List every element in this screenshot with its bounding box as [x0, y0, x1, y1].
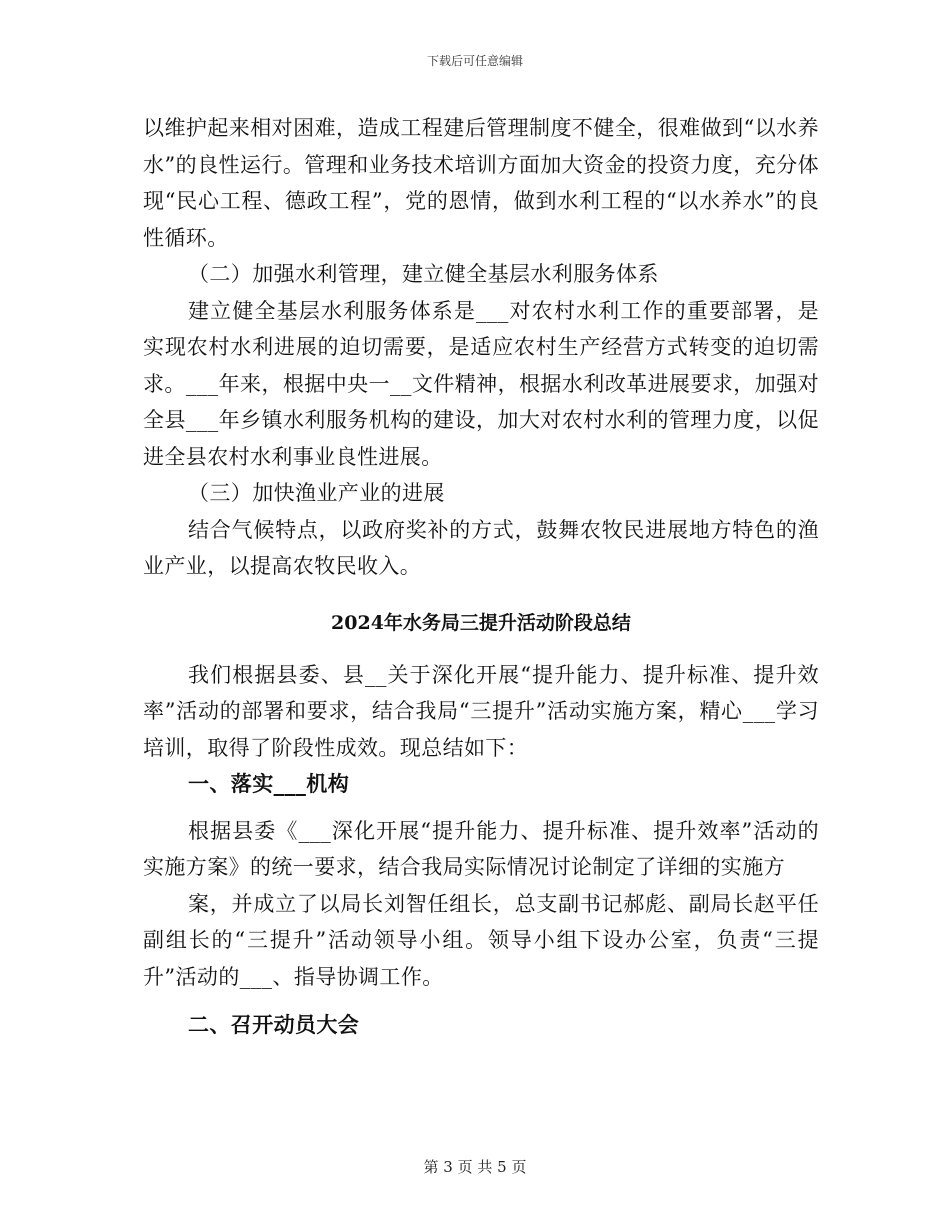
body-paragraph: 我们根据县委、县__关于深化开展“提升能力、提升标准、提升效率”活动的部署和要求，结合我局“三提升”活动实施方案，精心___学习培训，取得了阶段性成效。现总结如下：: [143, 662, 819, 760]
section-heading: 二、召开动员大会: [188, 1012, 360, 1037]
body-paragraph: 建立健全基层水利服务体系是___对农村水利工作的重要部署，是实现农村水利进展的迫切需要，是适应农村生产经营方式转变的迫切需求。___年来，根据中央一__文件精神，根据水利改革进展要求，加强对全县___年乡镇水利服务机构的建设，加大对农村水利的管理力度，以促进全县农村水利事业良性进展。: [143, 298, 819, 469]
body-paragraph: 以维护起来相对困难，造成工程建后管理制度不健全，很难做到“以水养水”的良性运行。管理和业务技术培训方面加大资金的投资力度，充分体现“民心工程、德政工程”，党的恩情，做到水利工程的“以水养水”的良性循环。: [143, 116, 819, 250]
body-paragraph: 根据县委《___深化开展“提升能力、提升标准、提升效率”活动的实施方案》的统一要求，结合我局实际情况讨论制定了详细的实施方: [143, 818, 819, 879]
section-heading: （三）加快渔业产业的进展: [188, 481, 445, 505]
document-body: [143, 110, 819, 1044]
section-heading: （二）加强水利管理，建立健全基层水利服务体系: [188, 262, 659, 286]
body-paragraph: 案，并成立了以局长刘智任组长，总支副书记郝彪、副局长赵平任副组长的“三提升”活动领导小组。领导小组下设办公室，负责“三提升”活动的___、指导协调工作。: [143, 891, 819, 989]
document-title: 2024年水务局三提升活动阶段总结: [331, 611, 631, 634]
body-paragraph: 结合气候特点，以政府奖补的方式，鼓舞农牧民进展地方特色的渔业产业，以提高农牧民收入。: [143, 517, 819, 578]
page-header: 下载后可任意编辑: [426, 54, 523, 68]
section-heading: 一、落实___机构: [188, 771, 350, 796]
page-footer: 第 3 页 共 5 页: [423, 1158, 527, 1176]
